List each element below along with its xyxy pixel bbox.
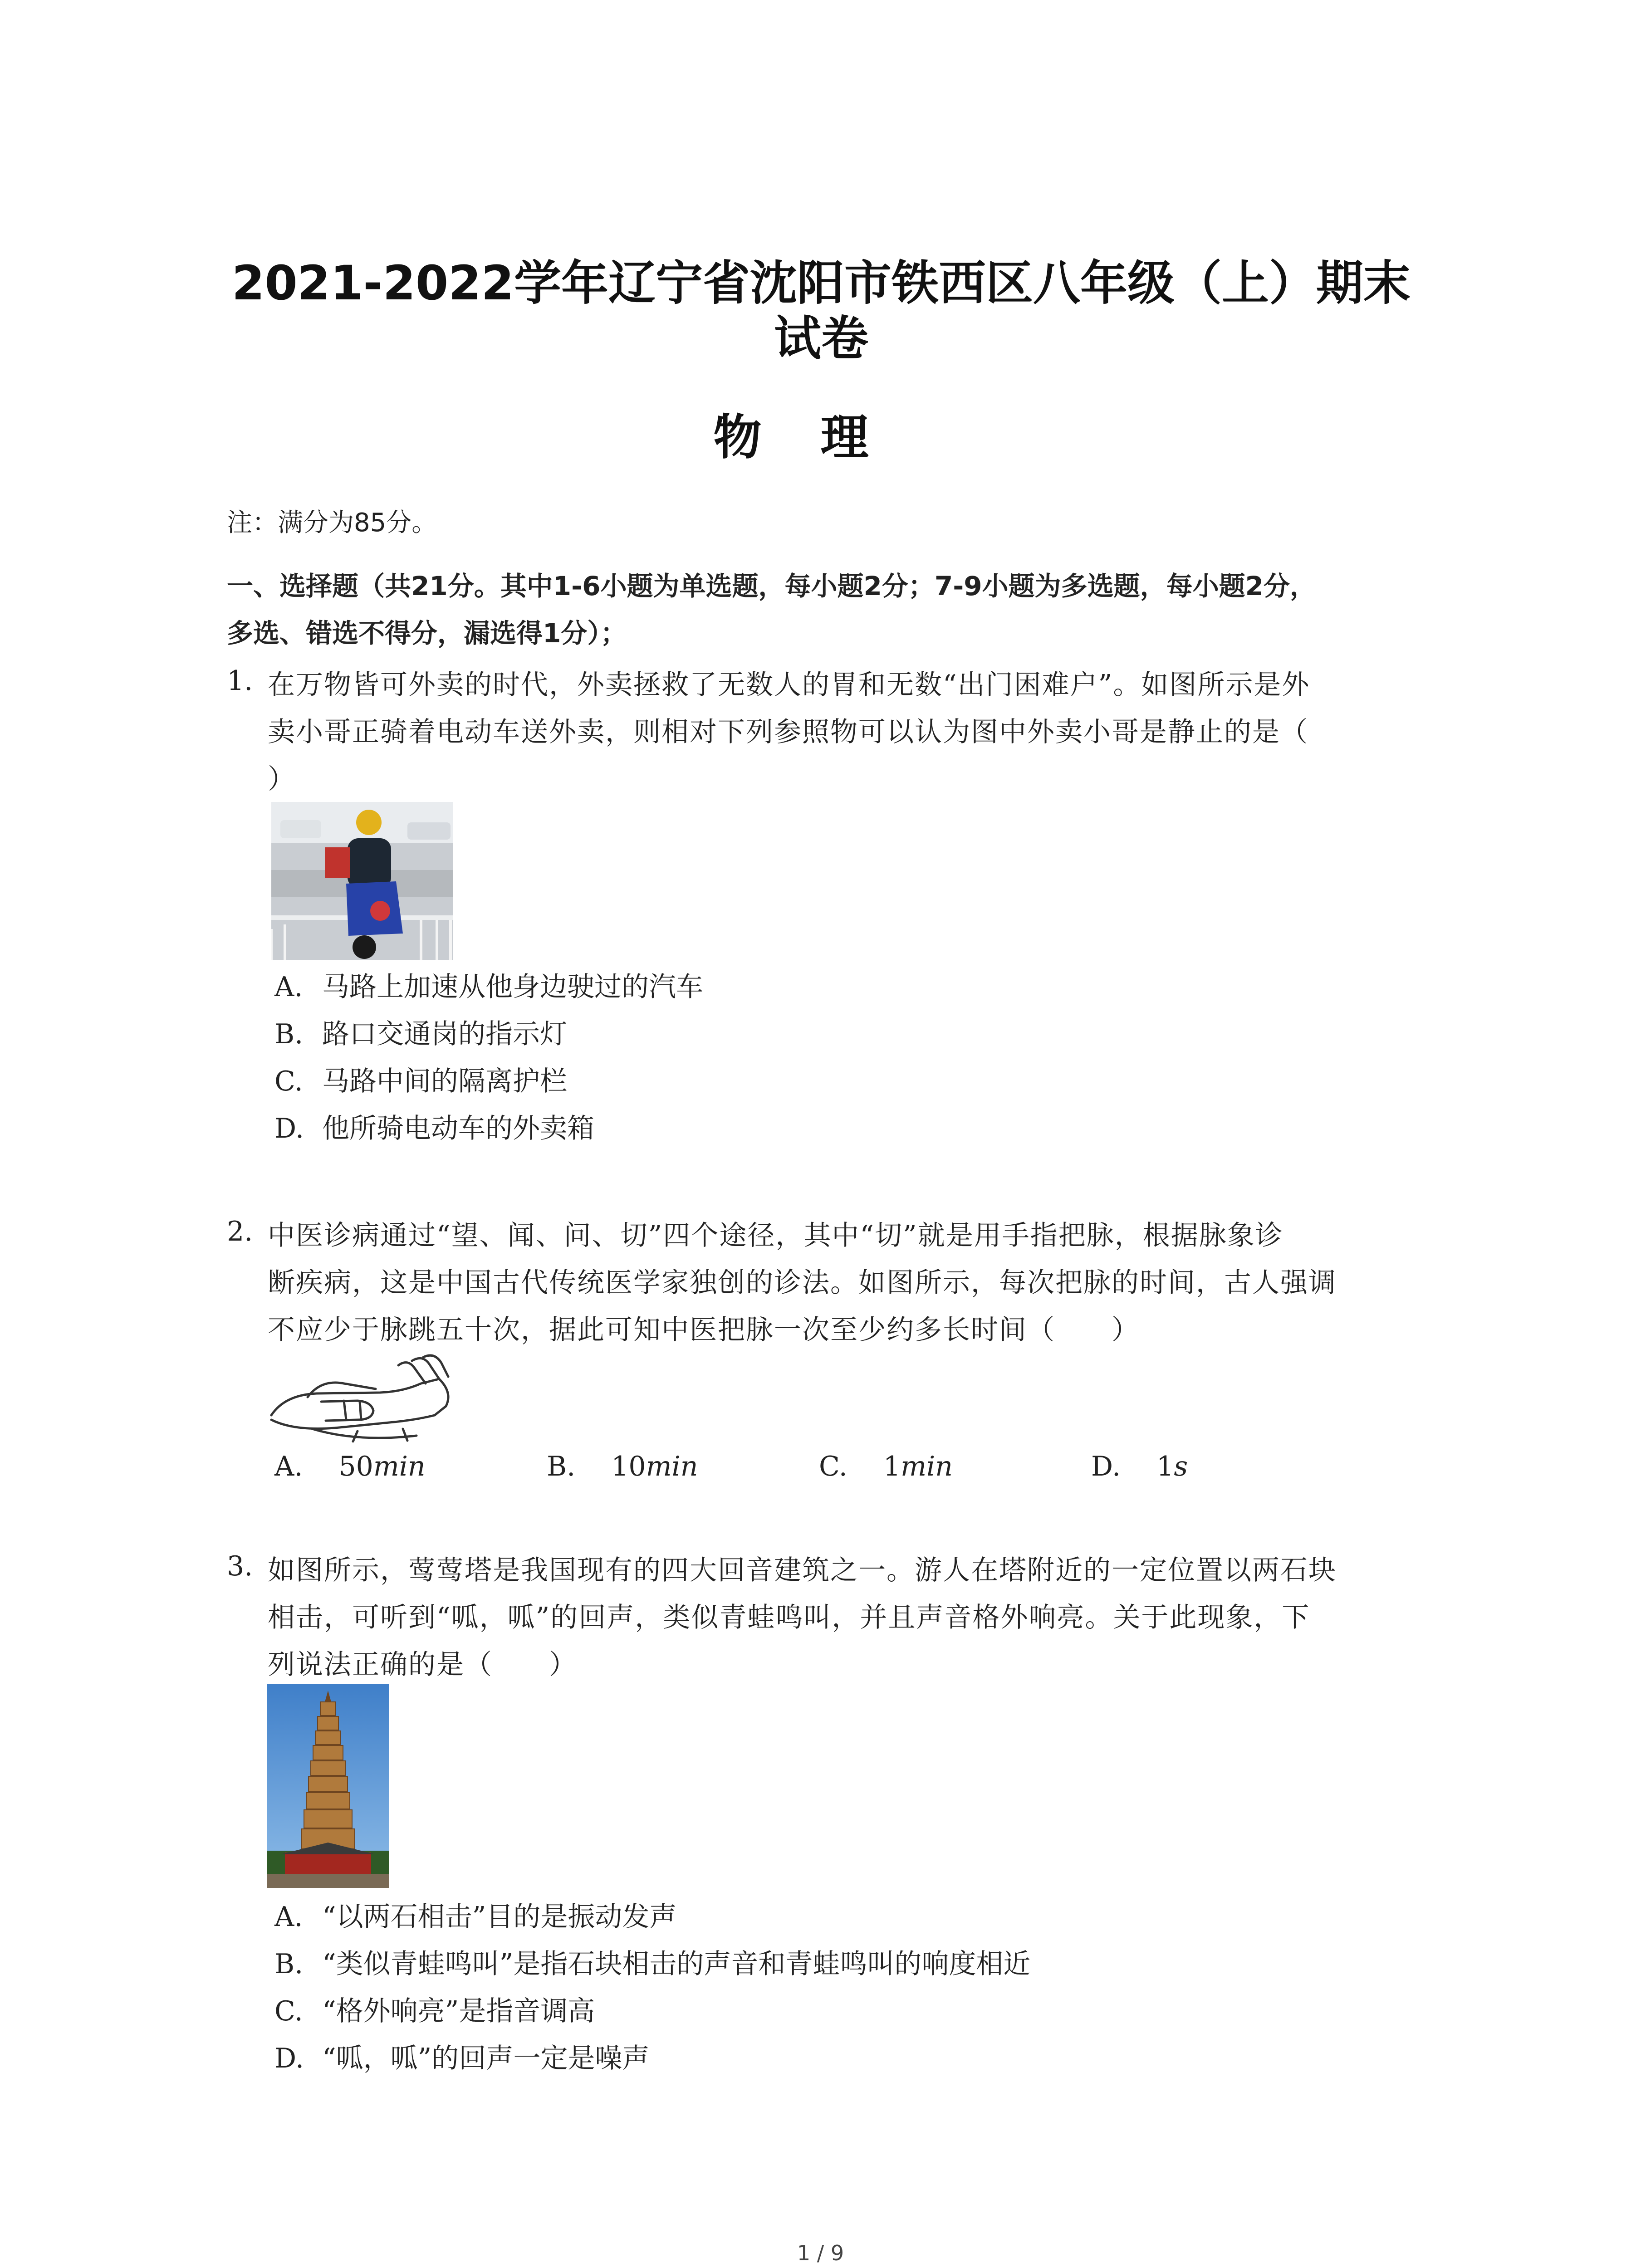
question-1-option-c[interactable] xyxy=(274,1060,567,1099)
question-2-option-d[interactable] xyxy=(1091,1451,1188,1482)
question-3-line: 如图所示，莺莺塔是我国现有的四大回音建筑之一。游人在塔附近的一定位置以两石块 xyxy=(268,1554,1337,1586)
option-text: “以两石相击”目的是振动发声 xyxy=(322,1901,677,1933)
option-value: 1 xyxy=(883,1451,901,1482)
option-letter: D. xyxy=(1091,1451,1121,1482)
question-2-option-b[interactable] xyxy=(547,1451,698,1482)
question-1-number: 1. xyxy=(227,665,253,697)
score-note: 注：满分为85分。 xyxy=(227,508,437,538)
option-text: 马路上加速从他身边驶过的汽车 xyxy=(322,971,703,1003)
option-letter: B. xyxy=(274,1948,304,1980)
question-1-option-b[interactable] xyxy=(274,1012,567,1051)
question-1-line: ） xyxy=(268,763,296,795)
option-text: 马路中间的隔离护栏 xyxy=(322,1066,567,1097)
question-1-line: 卖小哥正骑着电动车送外卖，则相对下列参照物可以认为图中外卖小哥是静止的是（ xyxy=(268,716,1308,748)
option-text: “呱，呱”的回声一定是噪声 xyxy=(322,2043,650,2074)
question-2-option-a[interactable] xyxy=(274,1451,426,1482)
question-1-option-d[interactable] xyxy=(274,1107,594,1146)
question-2-line: 中医诊病通过“望、闻、问、切”四个途径，其中“切”就是用手指把脉，根据脉象诊 xyxy=(268,1220,1283,1251)
question-3-option-a[interactable] xyxy=(274,1895,676,1934)
question-1-stem xyxy=(268,661,1429,803)
question-3-line: 列说法正确的是（ ） xyxy=(268,1649,577,1681)
option-text: 路口交通岗的指示灯 xyxy=(322,1018,567,1050)
question-2-line: 断疾病，这是中国古代传统医学家独创的诊法。如图所示，每次把脉的时间，古人强调 xyxy=(268,1267,1337,1299)
section-heading-line-1: 一、选择题（共21分。其中1-6小题为单选题，每小题2分；7-9小题为多选题，每小题2分， xyxy=(227,571,1316,601)
option-value: 1 xyxy=(1156,1451,1174,1482)
exam-title-line-2: 试卷 xyxy=(774,311,868,366)
option-letter: C. xyxy=(819,1451,847,1482)
option-unit: min xyxy=(901,1451,953,1482)
option-letter: C. xyxy=(274,1995,303,2027)
option-letter: B. xyxy=(274,1018,304,1050)
option-letter: D. xyxy=(274,1113,304,1144)
option-unit: min xyxy=(373,1451,426,1482)
question-3-line: 相击，可听到“呱，呱”的回声，类似青蛙鸣叫，并且声音格外响亮。关于此现象，下 xyxy=(268,1602,1310,1633)
section-heading xyxy=(227,562,1443,657)
question-1-line: 在万物皆可外卖的时代，外卖拯救了无数人的胃和无数“出门困难户”。如图所示是外 xyxy=(268,669,1310,701)
question-2-line: 不应少于脉跳五十次，据此可知中医把脉一次至少约多长时间（ ） xyxy=(268,1314,1140,1346)
option-letter: B. xyxy=(547,1451,576,1482)
option-letter: A. xyxy=(274,1901,303,1933)
exam-title-line-1: 2021-2022学年辽宁省沈阳市铁西区八年级（上）期末 xyxy=(231,255,1411,311)
option-text: 他所骑电动车的外卖箱 xyxy=(322,1113,594,1144)
option-letter: A. xyxy=(274,1451,303,1482)
option-unit: s xyxy=(1174,1451,1188,1482)
question-3-option-b[interactable] xyxy=(274,1942,1030,1981)
question-2-stem xyxy=(268,1212,1429,1354)
option-unit: min xyxy=(646,1451,698,1482)
option-letter: D. xyxy=(274,2043,304,2074)
question-3-option-c[interactable] xyxy=(274,1989,595,2028)
yingying-pagoda-image xyxy=(267,1684,389,1888)
option-value: 50 xyxy=(338,1451,373,1482)
option-value: 10 xyxy=(611,1451,646,1482)
option-text: “格外响亮”是指音调高 xyxy=(322,1995,595,2027)
subject-heading: 物理 xyxy=(713,410,928,465)
option-text: “类似青蛙鸣叫”是指石块相击的声音和青蛙鸣叫的响度相近 xyxy=(322,1948,1031,1980)
option-letter: C. xyxy=(274,1066,303,1097)
option-letter: A. xyxy=(274,971,303,1003)
question-3-number: 3. xyxy=(227,1550,253,1582)
page-number: 1 / 9 xyxy=(797,2241,844,2265)
pulse-taking-hand-image xyxy=(267,1352,457,1442)
question-1-option-a[interactable] xyxy=(274,965,703,1004)
question-3-option-d[interactable] xyxy=(274,2037,649,2076)
question-3-stem xyxy=(268,1547,1429,1688)
question-2-number: 2. xyxy=(227,1216,253,1247)
delivery-rider-image xyxy=(271,802,453,960)
question-2-option-c[interactable] xyxy=(819,1451,953,1482)
section-heading-line-2: 多选、错选不得分，漏选得1分）； xyxy=(227,618,627,649)
